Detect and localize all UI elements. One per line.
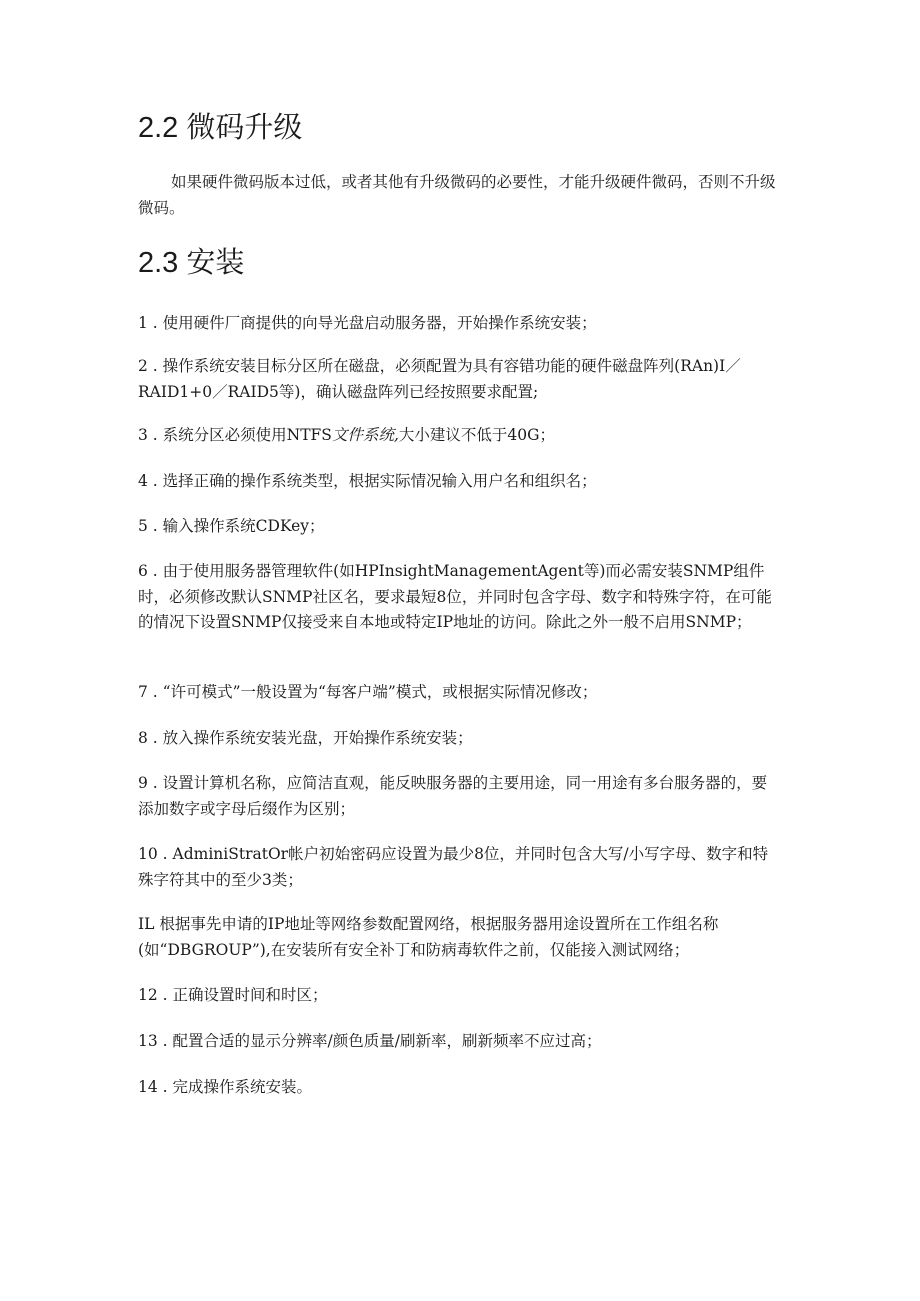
item-number: 13 . <box>138 1032 173 1050</box>
list-item-7 <box>138 680 778 706</box>
item-text: 使用硬件厂商提供的向导光盘启动服务器，开始操作系统安装； <box>162 314 597 332</box>
item-number: 5 . <box>138 517 163 535</box>
list-item-8 <box>138 726 778 752</box>
item-text-pre: 系统分区必须使用NTFS <box>162 426 332 444</box>
list-item-14 <box>138 1075 778 1101</box>
item-number: 14 . <box>138 1078 173 1096</box>
section-2-2-paragraph: 如果硬件微码版本过低，或者其他有升级微码的必要性，才能升级硬件微码，否则不升级微码。 <box>138 173 776 217</box>
item-text: 配置合适的显示分辨率/颜色质量/刷新率，刷新频率不应过高； <box>172 1032 602 1050</box>
section-heading-2-3: 2.3 安装 <box>138 247 245 279</box>
list-item-1 <box>138 311 778 337</box>
item-number: 7 . <box>138 683 163 701</box>
item-text: 放入操作系统安装光盘，开始操作系统安装； <box>162 729 473 747</box>
item-number: IL <box>138 915 160 933</box>
item-number: 1 . <box>138 314 163 332</box>
item-text: 输入操作系统CDKey； <box>162 517 325 535</box>
section-heading-2-2: 2.2 微码升级 <box>138 112 303 144</box>
item-text: 设置计算机名称，应简洁直观，能反映服务器的主要用途，同一用途有多台服务器的，要添加数字或字母后缀作为区别； <box>138 774 768 818</box>
item-number: 12 . <box>138 986 173 1004</box>
item-number: 8 . <box>138 729 163 747</box>
list-item-11 <box>138 912 778 963</box>
item-number: 3 . <box>138 426 163 444</box>
list-item-5 <box>138 514 778 540</box>
item-number: 6 . <box>138 562 163 580</box>
item-text: 正确设置时间和时区； <box>172 986 328 1004</box>
list-item-12 <box>138 983 778 1009</box>
list-item-9 <box>138 771 778 822</box>
list-item-10 <box>138 842 778 893</box>
item-text: 完成操作系统安装。 <box>172 1078 313 1096</box>
item-text: AdminiStratOr帐户初始密码应设置为最少8位，并同时包含大写/小写字母、数字和特殊字符其中的至少3类； <box>138 845 769 889</box>
item-text: 根据事先申请的IP地址等网络参数配置网络，根据服务器用途设置所在工作组名称(如“DBGROUP”),在安装所有安全补丁和防病毒软件之前，仅能接入测试网络； <box>138 915 719 959</box>
list-item-6 <box>138 559 778 636</box>
list-item-3 <box>138 423 778 449</box>
item-text: “许可模式”一般设置为“每客户端”模式，或根据实际情况修改； <box>162 683 598 701</box>
item-number: 4 . <box>138 472 163 490</box>
item-text-post: 大小建议不低于40G； <box>398 426 555 444</box>
list-item-4 <box>138 469 778 495</box>
item-text: 由于使用服务器管理软件(如HPInsightManagementAgent等)而必需安装SNMP组件时，必须修改默认SNMP社区名，要求最短8位，并同时包含字母、数字和特殊字符，在可能的情况下设置SNMP仅接受来自本地或特定IP地址的访问。除此之外一般不启用SNMP； <box>138 562 772 631</box>
item-text-italic: 文件系统, <box>331 426 399 444</box>
item-number: 10 . <box>138 845 173 863</box>
item-text: 选择正确的操作系统类型，根据实际情况输入用户名和组织名； <box>162 472 597 490</box>
list-item-13 <box>138 1029 778 1055</box>
item-number: 2 . <box>138 357 163 375</box>
item-number: 9 . <box>138 774 163 792</box>
list-item-2 <box>138 354 778 405</box>
item-text: 操作系统安装目标分区所在磁盘，必须配置为具有容错功能的硬件磁盘阵列(RAn)I／RAID1+0／RAID5等)，确认磁盘阵列已经按照要求配置; <box>138 357 741 401</box>
